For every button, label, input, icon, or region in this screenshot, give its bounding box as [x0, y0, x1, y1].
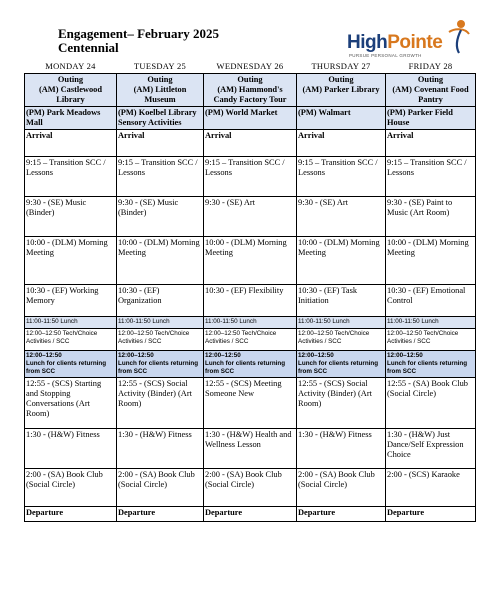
se-activity-cell: 9:30 - (SE) Art	[297, 197, 386, 237]
transition-cell: 9:15 – Transition SCC / Lessons	[386, 157, 476, 197]
social-activity-cell: 2:00 - (SA) Book Club (Social Circle)	[297, 469, 386, 507]
scs-row	[25, 378, 476, 429]
social-activity-cell: 2:00 - (SA) Book Club (Social Circle)	[204, 469, 297, 507]
ef-cell: 10:30 - (EF) Task Initiation	[297, 285, 386, 317]
logo-tagline: PURSUE PERSONAL GROWTH	[349, 53, 422, 58]
title-line-1: Engagement– February 2025	[58, 26, 220, 41]
day-header: WEDNESDAY 26	[216, 61, 284, 71]
returning-lunch-cell: 12:00–12:50 Lunch for clients returning from SCC	[25, 351, 117, 378]
departure-cell: Departure	[117, 507, 204, 522]
social-activity-row	[25, 469, 476, 507]
se-activity-cell: 9:30 - (SE) Music (Binder)	[117, 197, 204, 237]
health-wellness-cell: 1:30 - (H&W) Fitness	[117, 429, 204, 469]
pm-outing-row	[25, 107, 476, 130]
dlm-cell: 10:00 - (DLM) Morning Meeting	[204, 237, 297, 285]
day-header: FRIDAY 28	[408, 61, 453, 71]
se-activity-row	[25, 197, 476, 237]
pm-outing-cell: (PM) World Market	[204, 107, 297, 130]
day-header: THURSDAY 27	[311, 61, 371, 71]
returning-lunch-cell: 12:00–12:50 Lunch for clients returning from SCC	[297, 351, 386, 378]
returning-lunch-cell: 12:00–12:50 Lunch for clients returning from SCC	[204, 351, 297, 378]
lunch-cell: 11:00-11:50 Lunch	[297, 317, 386, 329]
schedule-table	[24, 61, 476, 522]
dlm-cell: 10:00 - (DLM) Morning Meeting	[386, 237, 476, 285]
departure-cell: Departure	[25, 507, 117, 522]
dlm-row	[25, 237, 476, 285]
departure-cell: Departure	[297, 507, 386, 522]
health-wellness-cell: 1:30 - (H&W) Health and Wellness Lesson	[204, 429, 297, 469]
pm-outing-cell: (PM) Walmart	[297, 107, 386, 130]
se-activity-cell: 9:30 - (SE) Art	[204, 197, 297, 237]
pm-outing-cell: (PM) Parker Field House	[386, 107, 476, 130]
social-activity-cell: 2:00 - (SCS) Karaoke	[386, 469, 476, 507]
lunch-cell: 11:00-11:50 Lunch	[204, 317, 297, 329]
scs-cell: 12:55 - (SCS) Social Activity (Binder) (Art Room)	[117, 378, 204, 429]
arrival-cell: Arrival	[297, 130, 386, 157]
outing-cell: Outing (AM) Littleton Museum	[117, 74, 204, 107]
transition-cell: 9:15 – Transition SCC / Lessons	[25, 157, 117, 197]
tech-choice-cell: 12:00–12:50 Tech/Choice Activities / SCC	[25, 329, 117, 351]
transition-cell: 9:15 – Transition SCC / Lessons	[297, 157, 386, 197]
departure-cell: Departure	[386, 507, 476, 522]
day-header: MONDAY 24	[45, 61, 96, 71]
tech-choice-cell: 12:00–12:50 Tech/Choice Activities / SCC	[117, 329, 204, 351]
se-activity-cell: 9:30 - (SE) Paint to Music (Art Room)	[386, 197, 476, 237]
arrival-row	[25, 130, 476, 157]
lunch-cell: 11:00-11:50 Lunch	[386, 317, 476, 329]
health-wellness-cell: 1:30 - (H&W) Fitness	[25, 429, 117, 469]
lunch-cell: 11:00-11:50 Lunch	[25, 317, 117, 329]
health-wellness-cell: 1:30 - (H&W) Just Dance/Self Expression Choice	[386, 429, 476, 469]
lunch-cell: 11:00-11:50 Lunch	[117, 317, 204, 329]
outing-cell: Outing (AM) Castlewood Library	[25, 74, 117, 107]
pm-outing-cell: (PM) Park Meadows Mall	[25, 107, 117, 130]
tech-choice-row	[25, 329, 476, 351]
se-activity-cell: 9:30 - (SE) Music (Binder)	[25, 197, 117, 237]
scs-cell: 12:55 - (SCS) Meeting Someone New	[204, 378, 297, 429]
ef-cell: 10:30 - (EF) Working Memory	[25, 285, 117, 317]
arrival-cell: Arrival	[204, 130, 297, 157]
transition-cell: 9:15 – Transition SCC / Lessons	[117, 157, 204, 197]
scs-cell: 12:55 - (SCS) Social Activity (Binder) (Art Room)	[297, 378, 386, 429]
outing-cell: Outing (AM) Covenant Food Pantry	[386, 74, 476, 107]
health-wellness-row	[25, 429, 476, 469]
transition-cell: 9:15 – Transition SCC / Lessons	[204, 157, 297, 197]
logo-wordmark: HighPointe	[347, 32, 443, 53]
transition-row	[25, 157, 476, 197]
scs-cell: 12:55 - (SA) Book Club (Social Circle)	[386, 378, 476, 429]
dlm-cell: 10:00 - (DLM) Morning Meeting	[297, 237, 386, 285]
day-header: TUESDAY 25	[133, 61, 187, 71]
day-header-row	[25, 61, 476, 74]
outing-cell: Outing (AM) Parker Library	[297, 74, 386, 107]
returning-lunch-row	[25, 351, 476, 378]
highpointe-logo	[347, 18, 467, 58]
ef-cell: 10:30 - (EF) Emotional Control	[386, 285, 476, 317]
pm-outing-cell: (PM) Koelbel Library Sensory Activities	[117, 107, 204, 130]
tech-choice-cell: 12:00–12:50 Tech/Choice Activities / SCC	[386, 329, 476, 351]
arrival-cell: Arrival	[25, 130, 117, 157]
arrival-cell: Arrival	[386, 130, 476, 157]
tech-choice-cell: 12:00–12:50 Tech/Choice Activities / SCC	[204, 329, 297, 351]
logo-wordmark-accent: Pointe	[387, 32, 443, 53]
ef-cell: 10:30 - (EF) Flexibility	[204, 285, 297, 317]
tech-choice-cell: 12:00–12:50 Tech/Choice Activities / SCC	[297, 329, 386, 351]
outing-cell: Outing (AM) Hammond's Candy Factory Tour	[204, 74, 297, 107]
social-activity-cell: 2:00 - (SA) Book Club (Social Circle)	[117, 469, 204, 507]
arrival-cell: Arrival	[117, 130, 204, 157]
health-wellness-cell: 1:30 - (H&W) Fitness	[297, 429, 386, 469]
person-figure-icon	[445, 18, 471, 54]
dlm-cell: 10:00 - (DLM) Morning Meeting	[117, 237, 204, 285]
social-activity-cell: 2:00 - (SA) Book Club (Social Circle)	[25, 469, 117, 507]
ef-cell: 10:30 - (EF) Organization	[117, 285, 204, 317]
departure-row	[25, 507, 476, 522]
returning-lunch-cell: 12:00–12:50 Lunch for clients returning from SCC	[117, 351, 204, 378]
title-line-2: Centennial	[58, 40, 119, 55]
outing-row	[25, 74, 476, 107]
scs-cell: 12:55 - (SCS) Starting and Stopping Conversations (Art Room)	[25, 378, 117, 429]
ef-row	[25, 285, 476, 317]
departure-cell: Departure	[204, 507, 297, 522]
lunch-row	[25, 317, 476, 329]
returning-lunch-cell: 12:00–12:50 Lunch for clients returning from SCC	[386, 351, 476, 378]
page-title	[58, 27, 219, 55]
dlm-cell: 10:00 - (DLM) Morning Meeting	[25, 237, 117, 285]
